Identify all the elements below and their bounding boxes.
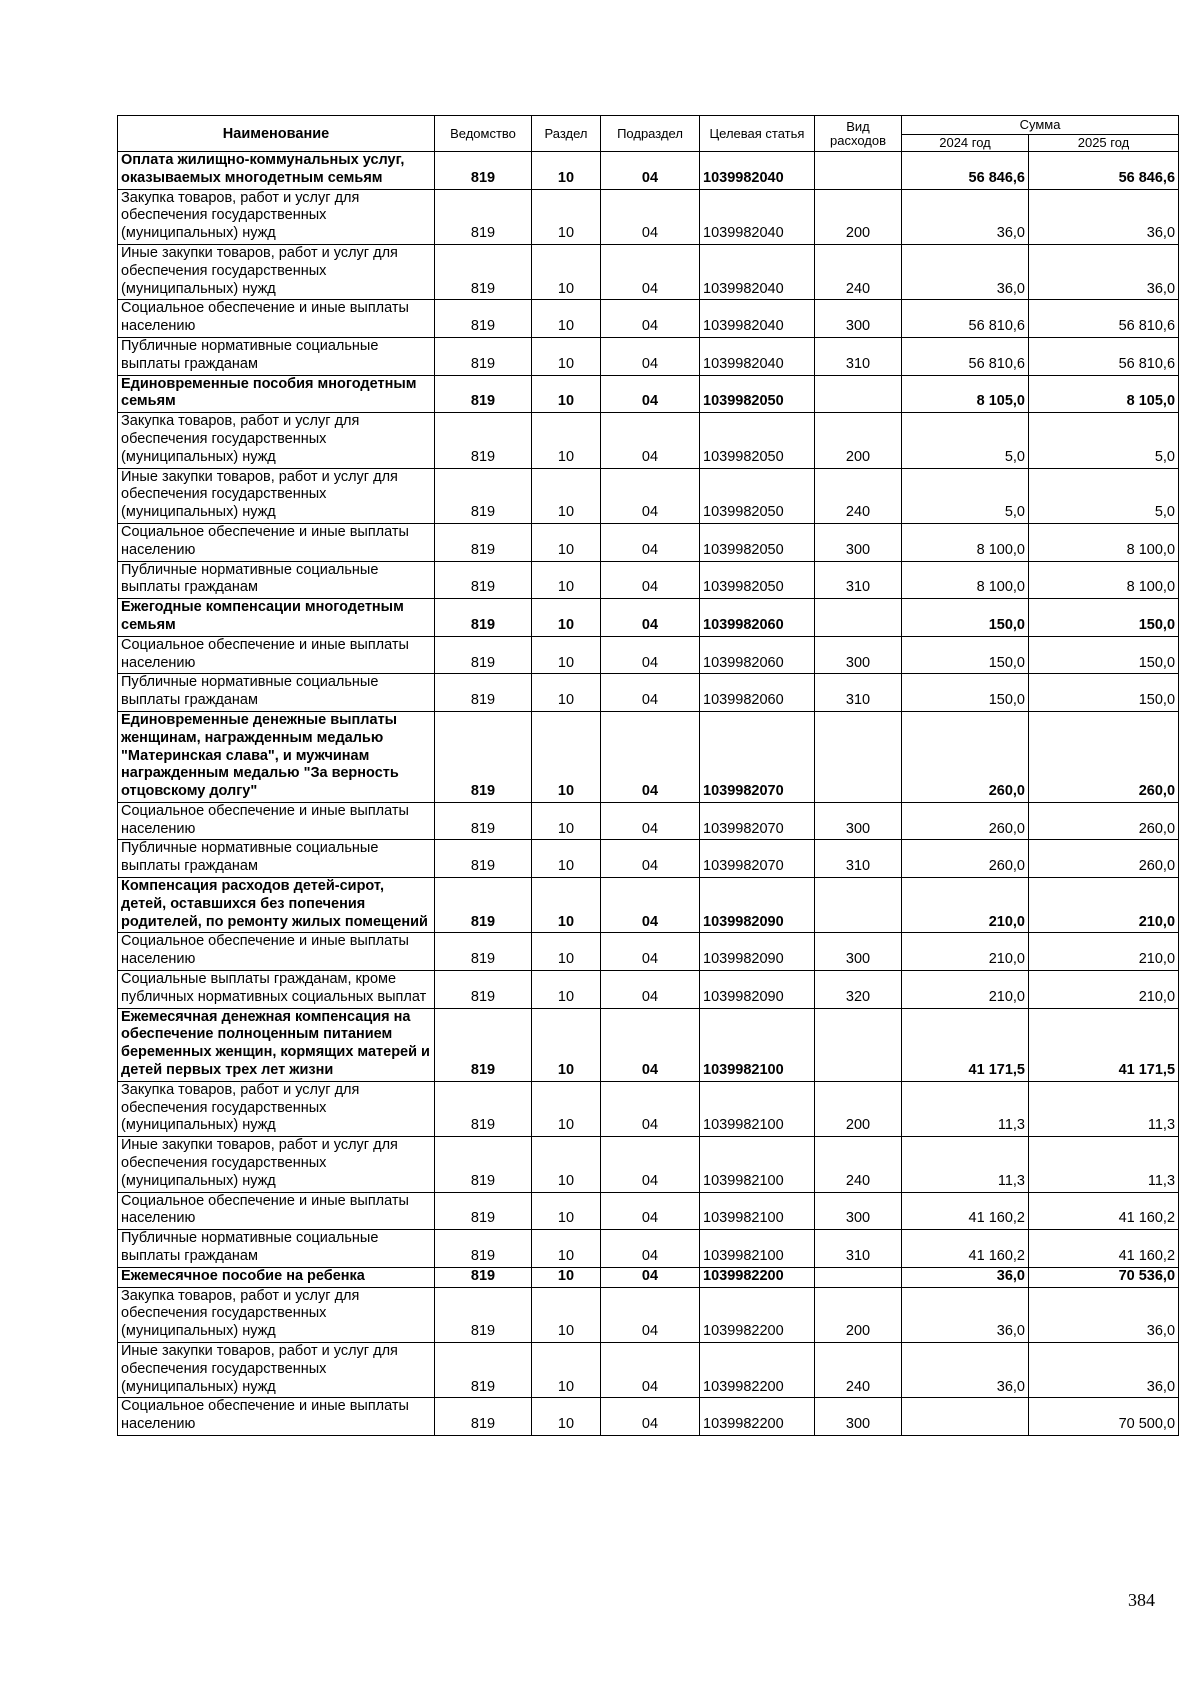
table-row [118, 674, 1179, 712]
cell-name: Иные закупки товаров, работ и услуг для обеспечения государственных (муниципальных) нужд [118, 244, 435, 299]
cell-exp-type: 300 [815, 300, 902, 338]
cell-subsection: 04 [601, 413, 700, 468]
cell-sum-2024 [902, 1398, 1029, 1436]
cell-target: 1039982050 [700, 468, 815, 523]
cell-name: Социальное обеспечение и иные выплаты населению [118, 1398, 435, 1436]
cell-dept: 819 [435, 878, 532, 933]
cell-sum-2025: 36,0 [1029, 1343, 1179, 1398]
cell-sum-2025: 56 810,6 [1029, 300, 1179, 338]
table-row [118, 1192, 1179, 1230]
cell-section: 10 [532, 561, 601, 599]
table-row [118, 1008, 1179, 1081]
cell-section: 10 [532, 1008, 601, 1081]
cell-sum-2025: 5,0 [1029, 468, 1179, 523]
cell-target: 1039982040 [700, 300, 815, 338]
table-row [118, 711, 1179, 802]
cell-target: 1039982050 [700, 523, 815, 561]
cell-exp-type [815, 375, 902, 413]
cell-target: 1039982090 [700, 933, 815, 971]
cell-subsection: 04 [601, 802, 700, 840]
table-row [118, 840, 1179, 878]
cell-sum-2025: 210,0 [1029, 878, 1179, 933]
cell-name: Закупка товаров, работ и услуг для обеспечения государственных (муниципальных) нужд [118, 1081, 435, 1136]
cell-exp-type: 200 [815, 1081, 902, 1136]
cell-dept: 819 [435, 300, 532, 338]
cell-section: 10 [532, 1137, 601, 1192]
cell-section: 10 [532, 1343, 601, 1398]
cell-subsection: 04 [601, 1192, 700, 1230]
cell-target: 1039982200 [700, 1287, 815, 1342]
table-row [118, 561, 1179, 599]
cell-dept: 819 [435, 1343, 532, 1398]
table-row [118, 1398, 1179, 1436]
cell-name: Компенсация расходов детей-сирот, детей, оставшихся без попечения родителей, по ремонту жилых помещений [118, 878, 435, 933]
table-row [118, 413, 1179, 468]
cell-section: 10 [532, 933, 601, 971]
cell-sum-2024: 41 171,5 [902, 1008, 1029, 1081]
cell-dept: 819 [435, 933, 532, 971]
cell-sum-2025: 41 160,2 [1029, 1230, 1179, 1268]
header-dept: Ведомство [435, 116, 532, 152]
cell-target: 1039982070 [700, 840, 815, 878]
cell-sum-2025: 56 810,6 [1029, 337, 1179, 375]
table-row [118, 878, 1179, 933]
cell-name: Публичные нормативные социальные выплаты гражданам [118, 337, 435, 375]
cell-name: Социальное обеспечение и иные выплаты населению [118, 933, 435, 971]
cell-exp-type: 310 [815, 840, 902, 878]
table-row [118, 337, 1179, 375]
cell-name: Закупка товаров, работ и услуг для обеспечения государственных (муниципальных) нужд [118, 413, 435, 468]
cell-section: 10 [532, 1287, 601, 1342]
cell-name: Социальное обеспечение и иные выплаты населению [118, 1192, 435, 1230]
cell-exp-type: 240 [815, 244, 902, 299]
cell-exp-type: 200 [815, 189, 902, 244]
cell-sum-2025: 5,0 [1029, 413, 1179, 468]
cell-section: 10 [532, 1230, 601, 1268]
cell-name: Ежемесячное пособие на ребенка [118, 1267, 435, 1287]
cell-dept: 819 [435, 1192, 532, 1230]
cell-dept: 819 [435, 189, 532, 244]
cell-section: 10 [532, 337, 601, 375]
cell-dept: 819 [435, 152, 532, 190]
header-subsection: Подраздел [601, 116, 700, 152]
cell-section: 10 [532, 971, 601, 1009]
cell-sum-2025: 260,0 [1029, 840, 1179, 878]
cell-sum-2024: 36,0 [902, 1343, 1029, 1398]
cell-exp-type: 200 [815, 1287, 902, 1342]
cell-exp-type: 300 [815, 933, 902, 971]
cell-sum-2024: 150,0 [902, 674, 1029, 712]
table-row [118, 300, 1179, 338]
cell-sum-2024: 8 100,0 [902, 523, 1029, 561]
table-row [118, 523, 1179, 561]
cell-target: 1039982040 [700, 244, 815, 299]
cell-sum-2024: 150,0 [902, 636, 1029, 674]
cell-subsection: 04 [601, 599, 700, 637]
header-year-2024: 2024 год [902, 135, 1029, 152]
cell-target: 1039982070 [700, 711, 815, 802]
cell-section: 10 [532, 802, 601, 840]
cell-subsection: 04 [601, 971, 700, 1009]
cell-section: 10 [532, 413, 601, 468]
cell-dept: 819 [435, 599, 532, 637]
cell-name: Иные закупки товаров, работ и услуг для обеспечения государственных (муниципальных) нужд [118, 1343, 435, 1398]
cell-section: 10 [532, 674, 601, 712]
header-exp-type: Вид расходов [815, 116, 902, 152]
cell-section: 10 [532, 878, 601, 933]
cell-exp-type [815, 711, 902, 802]
header-target: Целевая статья [700, 116, 815, 152]
cell-sum-2025: 70 500,0 [1029, 1398, 1179, 1436]
cell-exp-type: 300 [815, 1398, 902, 1436]
cell-target: 1039982090 [700, 971, 815, 1009]
cell-sum-2024: 5,0 [902, 468, 1029, 523]
cell-target: 1039982100 [700, 1008, 815, 1081]
cell-subsection: 04 [601, 674, 700, 712]
cell-dept: 819 [435, 413, 532, 468]
cell-sum-2024: 210,0 [902, 878, 1029, 933]
cell-dept: 819 [435, 1398, 532, 1436]
cell-section: 10 [532, 152, 601, 190]
header-name: Наименование [118, 116, 435, 152]
cell-sum-2024: 210,0 [902, 971, 1029, 1009]
cell-sum-2024: 56 810,6 [902, 300, 1029, 338]
cell-exp-type: 310 [815, 1230, 902, 1268]
cell-sum-2025: 210,0 [1029, 971, 1179, 1009]
cell-subsection: 04 [601, 636, 700, 674]
cell-section: 10 [532, 1192, 601, 1230]
budget-table [117, 115, 1179, 1436]
cell-sum-2024: 5,0 [902, 413, 1029, 468]
cell-subsection: 04 [601, 523, 700, 561]
cell-subsection: 04 [601, 878, 700, 933]
cell-section: 10 [532, 1081, 601, 1136]
cell-sum-2025: 260,0 [1029, 711, 1179, 802]
cell-subsection: 04 [601, 1267, 700, 1287]
cell-subsection: 04 [601, 840, 700, 878]
cell-dept: 819 [435, 337, 532, 375]
cell-sum-2025: 8 100,0 [1029, 561, 1179, 599]
cell-sum-2024: 41 160,2 [902, 1192, 1029, 1230]
cell-name: Оплата жилищно-коммунальных услуг, оказываемых многодетным семьям [118, 152, 435, 190]
cell-sum-2024: 11,3 [902, 1081, 1029, 1136]
cell-sum-2025: 11,3 [1029, 1137, 1179, 1192]
cell-sum-2025: 150,0 [1029, 636, 1179, 674]
cell-target: 1039982090 [700, 878, 815, 933]
cell-dept: 819 [435, 1008, 532, 1081]
cell-subsection: 04 [601, 1287, 700, 1342]
cell-dept: 819 [435, 561, 532, 599]
cell-name: Единовременные пособия многодетным семьям [118, 375, 435, 413]
cell-sum-2024: 260,0 [902, 802, 1029, 840]
cell-sum-2024: 8 105,0 [902, 375, 1029, 413]
cell-exp-type: 310 [815, 337, 902, 375]
cell-sum-2025: 56 846,6 [1029, 152, 1179, 190]
table-row [118, 1267, 1179, 1287]
cell-dept: 819 [435, 840, 532, 878]
cell-sum-2025: 41 171,5 [1029, 1008, 1179, 1081]
cell-subsection: 04 [601, 561, 700, 599]
cell-sum-2025: 8 105,0 [1029, 375, 1179, 413]
cell-name: Социальные выплаты гражданам, кроме публичных нормативных социальных выплат [118, 971, 435, 1009]
cell-target: 1039982060 [700, 674, 815, 712]
cell-dept: 819 [435, 523, 532, 561]
cell-section: 10 [532, 523, 601, 561]
cell-name: Публичные нормативные социальные выплаты гражданам [118, 840, 435, 878]
cell-target: 1039982060 [700, 599, 815, 637]
cell-name: Социальное обеспечение и иные выплаты населению [118, 300, 435, 338]
cell-dept: 819 [435, 971, 532, 1009]
cell-target: 1039982100 [700, 1137, 815, 1192]
cell-dept: 819 [435, 674, 532, 712]
cell-exp-type [815, 1008, 902, 1081]
cell-dept: 819 [435, 468, 532, 523]
cell-target: 1039982100 [700, 1192, 815, 1230]
cell-subsection: 04 [601, 375, 700, 413]
cell-dept: 819 [435, 375, 532, 413]
table-row [118, 1081, 1179, 1136]
cell-subsection: 04 [601, 337, 700, 375]
cell-section: 10 [532, 599, 601, 637]
cell-name: Закупка товаров, работ и услуг для обеспечения государственных (муниципальных) нужд [118, 189, 435, 244]
cell-target: 1039982050 [700, 375, 815, 413]
cell-subsection: 04 [601, 1081, 700, 1136]
cell-subsection: 04 [601, 1008, 700, 1081]
cell-name: Публичные нормативные социальные выплаты гражданам [118, 561, 435, 599]
cell-exp-type: 200 [815, 413, 902, 468]
cell-subsection: 04 [601, 1398, 700, 1436]
cell-dept: 819 [435, 1137, 532, 1192]
cell-sum-2024: 56 846,6 [902, 152, 1029, 190]
table-row [118, 244, 1179, 299]
cell-target: 1039982040 [700, 189, 815, 244]
cell-name: Социальное обеспечение и иные выплаты населению [118, 636, 435, 674]
cell-dept: 819 [435, 244, 532, 299]
cell-section: 10 [532, 1267, 601, 1287]
cell-section: 10 [532, 840, 601, 878]
table-row [118, 468, 1179, 523]
cell-target: 1039982040 [700, 337, 815, 375]
cell-target: 1039982040 [700, 152, 815, 190]
cell-exp-type [815, 1267, 902, 1287]
cell-section: 10 [532, 1398, 601, 1436]
cell-subsection: 04 [601, 933, 700, 971]
cell-sum-2024: 41 160,2 [902, 1230, 1029, 1268]
cell-name: Публичные нормативные социальные выплаты гражданам [118, 1230, 435, 1268]
cell-subsection: 04 [601, 189, 700, 244]
cell-sum-2024: 8 100,0 [902, 561, 1029, 599]
cell-exp-type [815, 599, 902, 637]
cell-exp-type: 240 [815, 468, 902, 523]
cell-exp-type: 300 [815, 1192, 902, 1230]
cell-name: Ежегодные компенсации многодетным семьям [118, 599, 435, 637]
table-row [118, 971, 1179, 1009]
cell-sum-2025: 150,0 [1029, 674, 1179, 712]
cell-sum-2024: 260,0 [902, 840, 1029, 878]
cell-dept: 819 [435, 802, 532, 840]
table-row [118, 1343, 1179, 1398]
cell-sum-2024: 56 810,6 [902, 337, 1029, 375]
cell-subsection: 04 [601, 1230, 700, 1268]
cell-sum-2024: 36,0 [902, 244, 1029, 299]
table-row [118, 375, 1179, 413]
table-row [118, 1287, 1179, 1342]
page-number: 384 [1128, 1590, 1155, 1610]
cell-exp-type: 310 [815, 561, 902, 599]
cell-target: 1039982100 [700, 1081, 815, 1136]
header-sum: Сумма [902, 116, 1179, 135]
cell-sum-2024: 150,0 [902, 599, 1029, 637]
cell-section: 10 [532, 300, 601, 338]
cell-subsection: 04 [601, 300, 700, 338]
table-row [118, 933, 1179, 971]
cell-name: Социальное обеспечение и иные выплаты населению [118, 523, 435, 561]
cell-exp-type: 300 [815, 636, 902, 674]
table-row [118, 1137, 1179, 1192]
cell-sum-2025: 36,0 [1029, 244, 1179, 299]
cell-subsection: 04 [601, 244, 700, 299]
cell-sum-2024: 11,3 [902, 1137, 1029, 1192]
cell-sum-2025: 36,0 [1029, 189, 1179, 244]
cell-exp-type: 300 [815, 523, 902, 561]
cell-exp-type: 320 [815, 971, 902, 1009]
cell-exp-type [815, 878, 902, 933]
cell-sum-2024: 36,0 [902, 189, 1029, 244]
cell-sum-2024: 36,0 [902, 1287, 1029, 1342]
cell-section: 10 [532, 468, 601, 523]
cell-sum-2025: 150,0 [1029, 599, 1179, 637]
cell-sum-2024: 260,0 [902, 711, 1029, 802]
cell-subsection: 04 [601, 711, 700, 802]
cell-section: 10 [532, 375, 601, 413]
cell-name: Публичные нормативные социальные выплаты гражданам [118, 674, 435, 712]
cell-sum-2025: 11,3 [1029, 1081, 1179, 1136]
cell-sum-2025: 8 100,0 [1029, 523, 1179, 561]
header-section: Раздел [532, 116, 601, 152]
cell-target: 1039982070 [700, 802, 815, 840]
cell-dept: 819 [435, 636, 532, 674]
cell-section: 10 [532, 636, 601, 674]
cell-sum-2024: 210,0 [902, 933, 1029, 971]
cell-section: 10 [532, 189, 601, 244]
cell-exp-type: 240 [815, 1137, 902, 1192]
cell-name: Единовременные денежные выплаты женщинам, награжденным медалью "Материнская слава", и мужчинам награжденным медалью "За верность отцовскому долгу" [118, 711, 435, 802]
cell-name: Ежемесячная денежная компенсация на обеспечение полноценным питанием беременных женщин, кормящих матерей и детей первых трех лет жизни [118, 1008, 435, 1081]
cell-dept: 819 [435, 1287, 532, 1342]
cell-target: 1039982050 [700, 413, 815, 468]
cell-dept: 819 [435, 1081, 532, 1136]
table-row [118, 599, 1179, 637]
cell-dept: 819 [435, 711, 532, 802]
cell-section: 10 [532, 244, 601, 299]
cell-sum-2025: 36,0 [1029, 1287, 1179, 1342]
cell-target: 1039982060 [700, 636, 815, 674]
table-row [118, 802, 1179, 840]
table-header [118, 116, 1179, 152]
cell-name: Закупка товаров, работ и услуг для обеспечения государственных (муниципальных) нужд [118, 1287, 435, 1342]
cell-sum-2024: 36,0 [902, 1267, 1029, 1287]
cell-exp-type: 310 [815, 674, 902, 712]
cell-dept: 819 [435, 1267, 532, 1287]
cell-name: Иные закупки товаров, работ и услуг для обеспечения государственных (муниципальных) нужд [118, 468, 435, 523]
cell-exp-type: 300 [815, 802, 902, 840]
cell-subsection: 04 [601, 1137, 700, 1192]
cell-target: 1039982200 [700, 1343, 815, 1398]
header-year-2025: 2025 год [1029, 135, 1179, 152]
cell-name: Социальное обеспечение и иные выплаты населению [118, 802, 435, 840]
cell-target: 1039982050 [700, 561, 815, 599]
cell-sum-2025: 41 160,2 [1029, 1192, 1179, 1230]
cell-subsection: 04 [601, 1343, 700, 1398]
cell-sum-2025: 260,0 [1029, 802, 1179, 840]
cell-subsection: 04 [601, 468, 700, 523]
cell-sum-2025: 70 536,0 [1029, 1267, 1179, 1287]
cell-target: 1039982100 [700, 1230, 815, 1268]
table-row [118, 1230, 1179, 1268]
cell-section: 10 [532, 711, 601, 802]
cell-target: 1039982200 [700, 1267, 815, 1287]
cell-exp-type: 240 [815, 1343, 902, 1398]
table-row [118, 152, 1179, 190]
cell-subsection: 04 [601, 152, 700, 190]
table-body [118, 152, 1179, 1436]
cell-name: Иные закупки товаров, работ и услуг для обеспечения государственных (муниципальных) нужд [118, 1137, 435, 1192]
table-row [118, 189, 1179, 244]
cell-sum-2025: 210,0 [1029, 933, 1179, 971]
cell-target: 1039982200 [700, 1398, 815, 1436]
cell-exp-type [815, 152, 902, 190]
cell-dept: 819 [435, 1230, 532, 1268]
table-row [118, 636, 1179, 674]
